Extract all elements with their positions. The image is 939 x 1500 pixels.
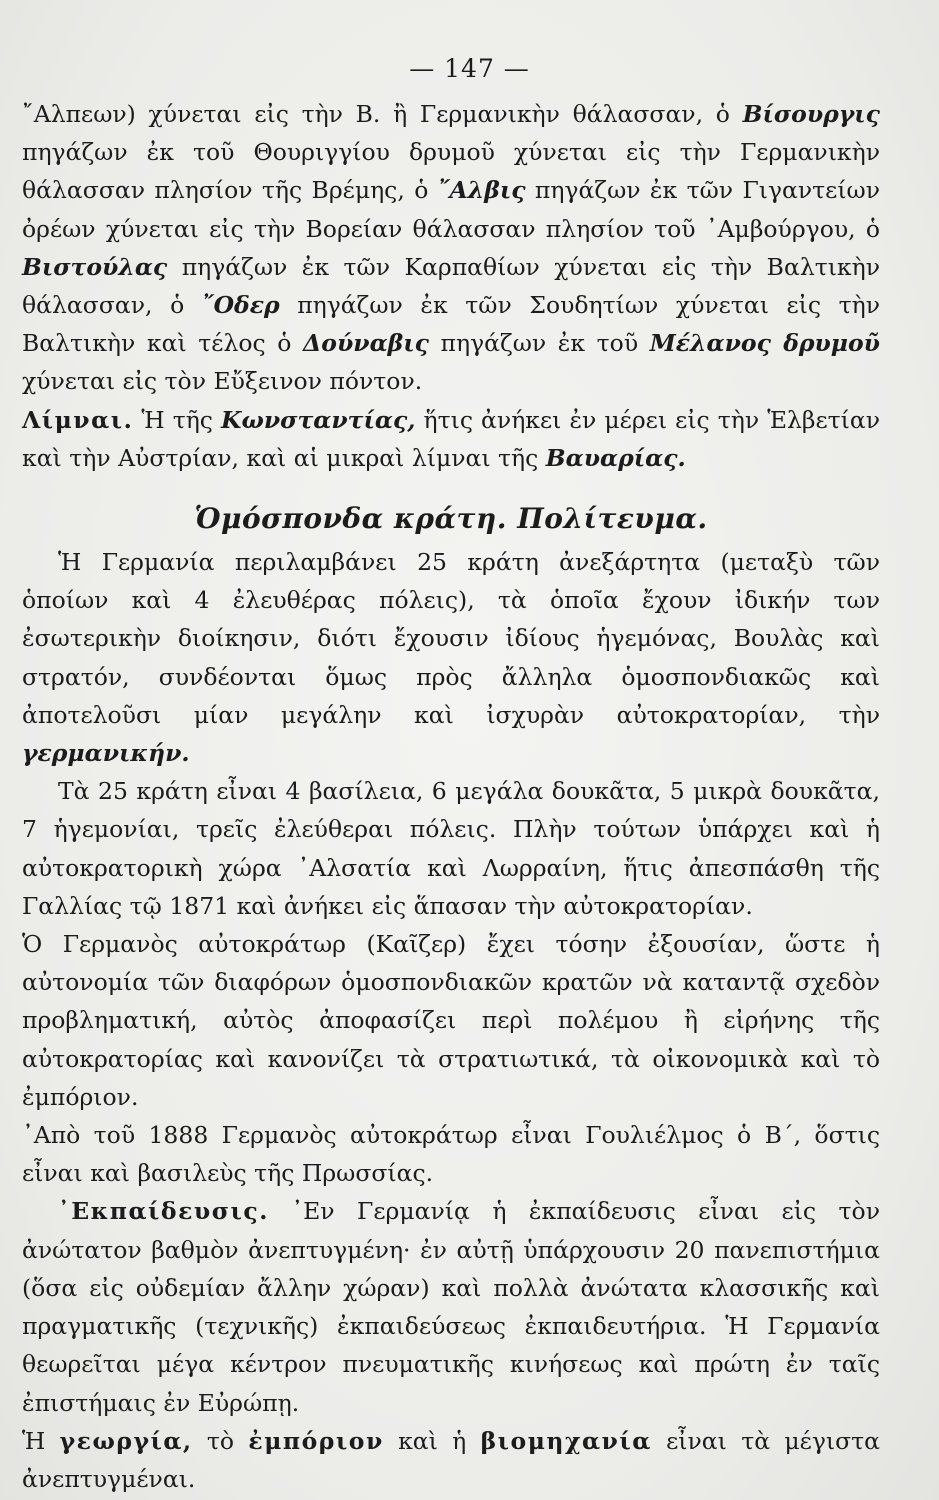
- paragraph-wilhelm: ᾿Απὸ τοῦ 1888 Γερμανὸς αὐτοκράτωρ εἶναι Γουλιέλμος ὁ Β΄, ὅστις εἶναι καὶ βασιλεὺς τῆς Πρωσσίας.: [22, 1121, 880, 1188]
- region-name: Βαυαρίας.: [545, 443, 686, 472]
- text-run: πηγάζων ἐκ τοῦ Θουριγγίου δρυμοῦ χύνεται εἰς τὴν Γερμανικὴν θάλασσαν πλησίον τῆς Βρέμης, ὁ: [22, 138, 880, 205]
- river-name: Βίσουργις: [742, 100, 880, 128]
- paragraph-states: [22, 543, 880, 772]
- paragraph-education: [22, 1192, 880, 1421]
- section-label: Λίμναι.: [22, 405, 134, 434]
- text-run: ᾿Εν Γερμανίᾳ ἡ ἐκπαίδευσις εἶναι εἰς τὸν ἀνώτατον βαθμὸν ἀνεπτυγμένη· ἐν αὐτῇ ὑπάρχουσιν 20 πανεπιστήμια (ὅσα εἰς οὐδεμίαν ἄλλην χώραν) καὶ πολλὰ ἀνώτατα κλασσικῆς καὶ πραγματικῆς (τεχνικῆς) ἐκπαιδεύσεως ἐκπαιδευτήρια. Ἡ Γερμανία θεωρεῖται μέγα κέντρον πνευματικῆς κινήσεως καὶ πρώτη ἐν ταῖς ἐπιστήμαις ἐν Εὐρώπῃ.: [22, 1197, 880, 1417]
- paragraph-lakes: [22, 401, 880, 477]
- text-run: ῎Αλπεων) χύνεται εἰς τὴν Β. ἢ Γερμανικὴν θάλασσαν, ὁ: [22, 100, 743, 128]
- text-run: Ἡ: [22, 1426, 60, 1455]
- emphasis: γερμανικήν.: [22, 739, 190, 768]
- paragraph-economy: [22, 1422, 880, 1498]
- emphasis: γεωργία,: [59, 1426, 193, 1455]
- paragraph-emperor: Ὁ Γερμανὸς αὐτοκράτωρ (Καῖζερ) ἔχει τόσην ἐξουσίαν, ὥστε ἡ αὐτονομία τῶν διαφόρων ὁμοσπονδιακῶν κρατῶν νὰ καταντᾷ σχεδὸν προβληματική, αὐτὸς ἀποφασίζει περὶ πολέμου ἢ εἰρήνης τῆς αὐτοκρατορίας καὶ κανονίζει τὰ στρατιωτικά, τὰ οἰκονομικὰ καὶ τὸ ἐμπόριον.: [22, 930, 880, 1111]
- paragraph-rivers: [22, 95, 880, 401]
- text-run: ἥτις ἀνήκει ἐν μέρει εἰς τὴν Ἑλβετίαν καὶ τὴν Αὐστρίαν, καὶ αἱ μικραὶ λίμναι τῆς: [22, 405, 881, 472]
- river-name: ῎Οδερ: [201, 291, 280, 320]
- page-body: [22, 95, 880, 1498]
- text-run: πηγάζων ἐκ τῶν Σουδητίων χύνεται εἰς τὴν Βαλτικὴν καὶ τέλος ὁ: [22, 291, 881, 358]
- river-name: Δούναβις: [303, 329, 429, 358]
- forest-name: Μέλανος δρυμοῦ: [649, 329, 880, 358]
- emphasis: βιομηχανία: [480, 1426, 652, 1455]
- text-run: πηγάζων ἐκ τῶν Καρπαθίων χύνεται εἰς τὴν Βαλτικὴν θάλασσαν, ὁ: [22, 252, 880, 320]
- section-heading: Ὁμόσπονδα κράτη. Πολίτευμα.: [194, 502, 708, 536]
- text-run: εἶναι τὰ μέγιστα ἀνεπτυγμέναι.: [22, 1426, 881, 1493]
- text-run: καὶ ἡ: [383, 1426, 481, 1455]
- emphasis: ἐμπόριον: [248, 1426, 384, 1455]
- river-name: ῎Αλβις: [437, 176, 526, 205]
- text-run: τὸ: [192, 1426, 249, 1455]
- page-number: — 147 —: [409, 54, 530, 83]
- river-name: Βιστούλας: [22, 252, 168, 281]
- text-run: Ἡ τῆς: [133, 405, 222, 434]
- text-run: πηγάζων ἐκ τοῦ: [428, 329, 650, 358]
- lake-name: Κωνσταντίας,: [221, 405, 416, 434]
- section-label: ᾿Εκπαίδευσις.: [58, 1197, 269, 1226]
- paragraph-kingdoms: Τὰ 25 κράτη εἶναι 4 βασίλεια, 6 μεγάλα δουκᾶτα, 5 μικρὰ δουκᾶτα, 7 ἡγεμονίαι, τρεῖς ἐλεύθεραι πόλεις. Πλὴν τούτων ὑπάρχει καὶ ἡ αὐτοκρατορικὴ χώρα ᾿Αλσατία καὶ Λωρραίνη, ἥτις ἀπεσπάσθη τῆς Γαλλίας τῷ 1871 καὶ ἀνήκει εἰς ἅπασαν τὴν αὐτοκρατορίαν.: [22, 777, 880, 920]
- text-run: χύνεται εἰς τὸν Εὔξεινον πόντον.: [22, 367, 423, 396]
- text-run: Ἡ Γερμανία περιλαμβάνει 25 κράτη ἀνεξάρτητα (μεταξὺ τῶν ὁποίων καὶ 4 ἐλευθέρας πόλεις), τὰ ὁποῖα ἔχουν ἰδικήν των ἐσωτερικὴν διοίκησιν, διότι ἔχουσιν ἰδίους ἡγεμόνας, Βουλὰς καὶ στρατόν, συνδέονται ὅμως πρὸς ἄλληλα ὁμοσπονδιακῶς καὶ ἀποτελοῦσι μίαν μεγάλην καὶ ἰσχυρὰν αὐτοκρατορίαν, τὴν: [22, 548, 880, 729]
- text-run: πηγάζων ἐκ τῶν Γιγαντείων ὀρέων χύνεται εἰς τὴν Βορείαν θάλασσαν πλησίον τοῦ ᾿Αμβούργου, ὁ: [22, 176, 881, 243]
